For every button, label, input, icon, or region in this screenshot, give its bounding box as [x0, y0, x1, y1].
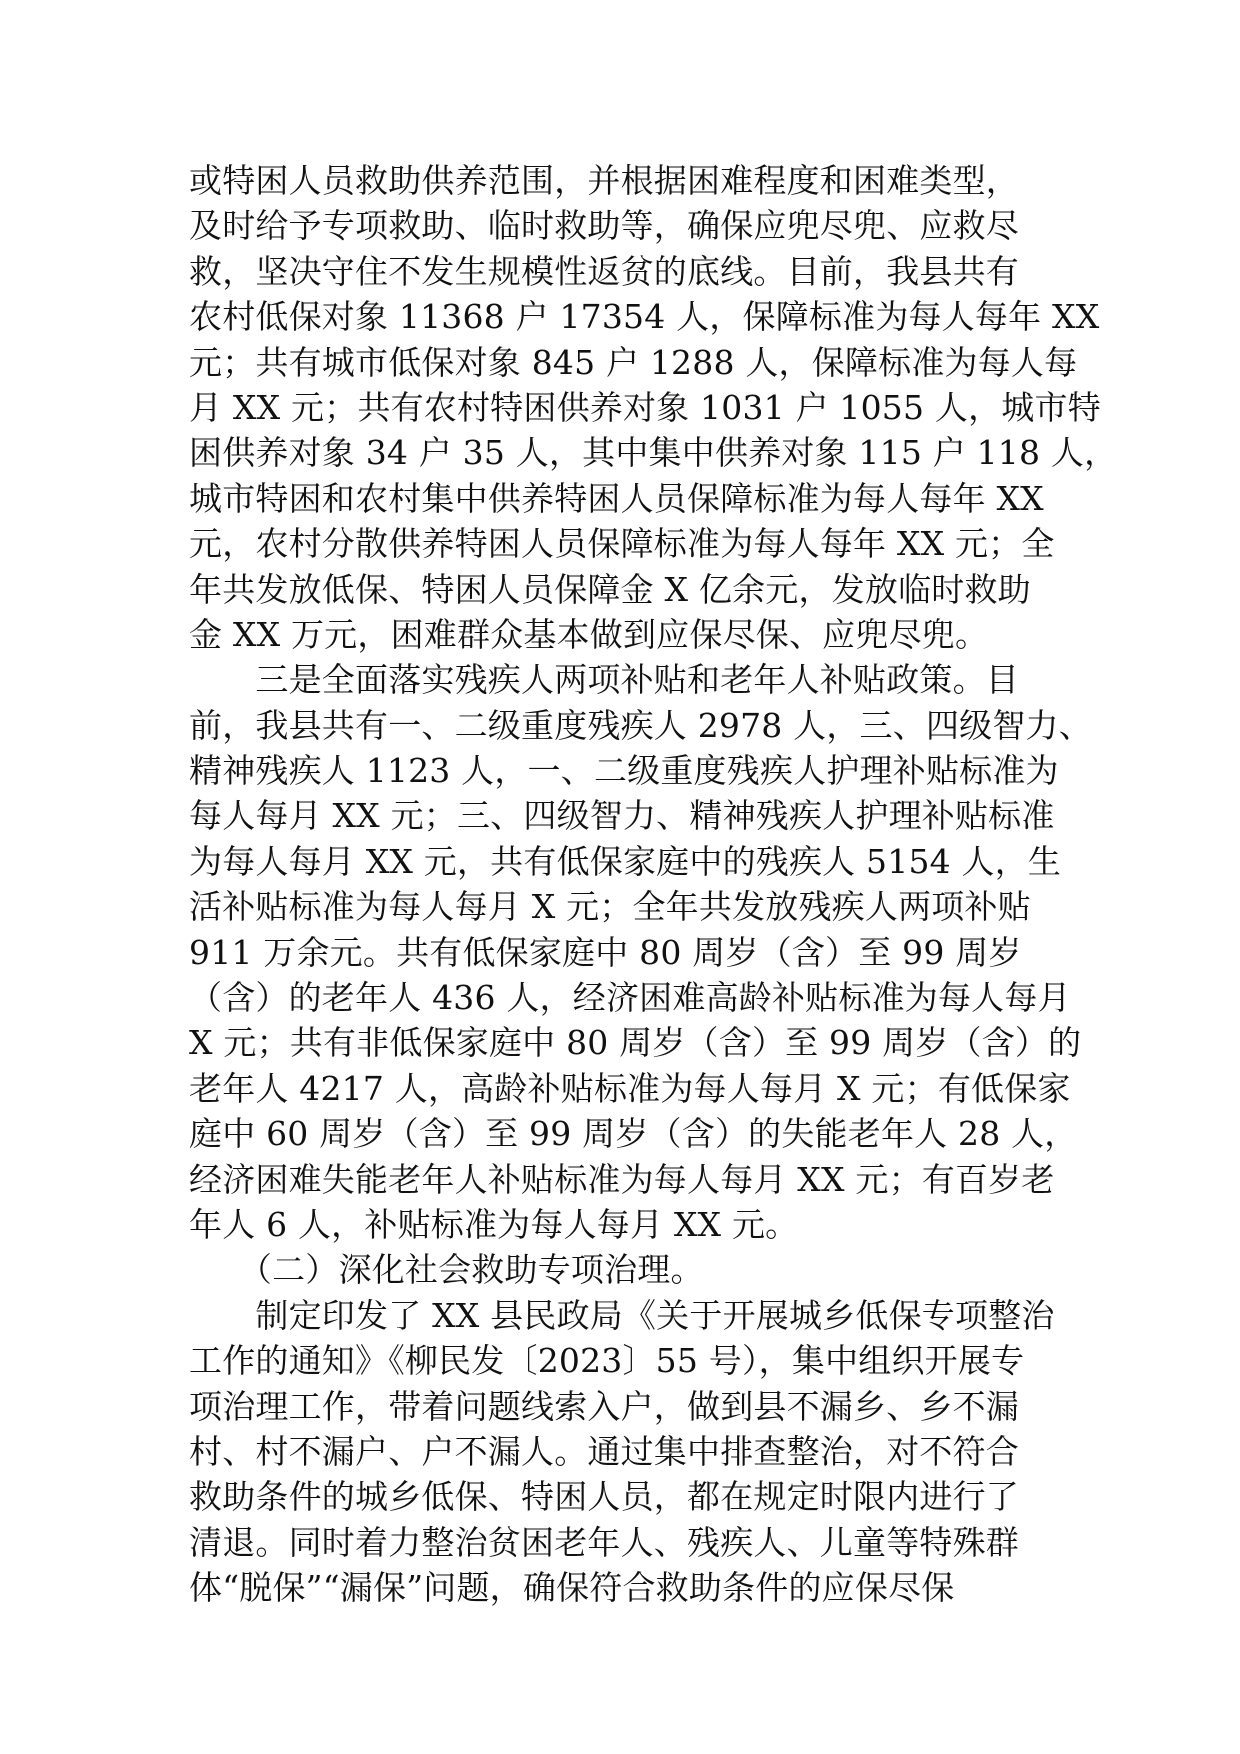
text-line: 老年人 4217 人，高龄补贴标准为每人每月 X 元；有低保家 — [189, 1068, 1071, 1108]
text-line: 前，我县共有一、二级重度残疾人 2978 人，三、四级智力、 — [189, 705, 1092, 745]
text-line: 金 XX 万元，困难群众基本做到应保尽保、应兜尽兜。 — [189, 614, 989, 654]
document-body — [189, 158, 1118, 1611]
text-line: X 元；共有非低保家庭中 80 周岁（含）至 99 周岁（含）的 — [189, 1023, 1082, 1063]
text-line: 救，坚决守住不发生规模性返贫的底线。目前，我县共有 — [189, 251, 1019, 291]
text-line: 活补贴标准为每人每月 X 元；全年共发放残疾人两项补贴 — [189, 887, 1031, 927]
text-line: 精神残疾人 1123 人，一、二级重度残疾人护理补贴标准为 — [189, 751, 1059, 791]
text-line: 年人 6 人，补贴标准为每人每月 XX 元。 — [189, 1204, 799, 1244]
text-line: 制定印发了 XX 县民政局《关于开展城乡低保专项整治 — [189, 1295, 1055, 1335]
section-heading: （二）深化社会救助专项治理。 — [189, 1250, 704, 1290]
text-line: 经济困难失能老年人补贴标准为每人每月 XX 元；有百岁老 — [189, 1159, 1055, 1199]
text-line: 工作的通知》《柳民发〔2023〕55 号），集中组织开展专 — [189, 1341, 1025, 1381]
text-line: 庭中 60 周岁（含）至 99 周岁（含）的失能老年人 28 人， — [189, 1114, 1078, 1154]
text-line: 或特困人员救助供养范围，并根据困难程度和困难类型， — [189, 161, 1019, 200]
text-line: 农村低保对象 11368 户 17354 人，保障标准为每人每年 XX — [189, 297, 1100, 337]
text-line: 月 XX 元；共有农村特困供养对象 1031 户 1055 人，城市特 — [189, 387, 1101, 427]
text-line: 救助条件的城乡低保、特困人员，都在规定时限内进行了 — [189, 1477, 1019, 1517]
text-line: 年共发放低保、特困人员保障金 X 亿余元，发放临时救助 — [189, 569, 1031, 609]
text-line: 项治理工作，带着问题线索入户，做到县不漏乡、乡不漏 — [189, 1386, 1019, 1426]
text-line: 清退。同时着力整治贫困老年人、残疾人、儿童等特殊群 — [189, 1522, 1019, 1562]
text-line: 911 万余元。共有低保家庭中 80 周岁（含）至 99 周岁 — [189, 932, 1022, 972]
text-line: 为每人每月 XX 元，共有低保家庭中的残疾人 5154 人，生 — [189, 841, 1062, 881]
text-line: （含）的老年人 436 人，经济困难高龄补贴标准为每人每月 — [189, 978, 1071, 1018]
text-line: 及时给予专项救助、临时救助等，确保应兜尽兜、应救尽 — [189, 206, 1019, 246]
text-line: 每人每月 XX 元；三、四级智力、精神残疾人护理补贴标准 — [189, 796, 1055, 836]
text-line: 元，农村分散供养特困人员保障标准为每人每年 XX 元；全 — [189, 524, 1055, 564]
text-line: 元；共有城市低保对象 845 户 1288 人，保障标准为每人每 — [189, 342, 1078, 382]
text-line: 三是全面落实残疾人两项补贴和老年人补贴政策。目 — [189, 660, 1019, 700]
text-line: 体“脱保”“漏保”问题，确保符合救助条件的应保尽保 — [189, 1568, 955, 1608]
text-line: 困供养对象 34 户 35 人，其中集中供养对象 115 户 118 人， — [189, 433, 1118, 473]
text-line: 城市特困和农村集中供养特困人员保障标准为每人每年 XX — [189, 478, 1044, 518]
text-line: 村、村不漏户、户不漏人。通过集中排查整治，对不符合 — [189, 1431, 1019, 1471]
